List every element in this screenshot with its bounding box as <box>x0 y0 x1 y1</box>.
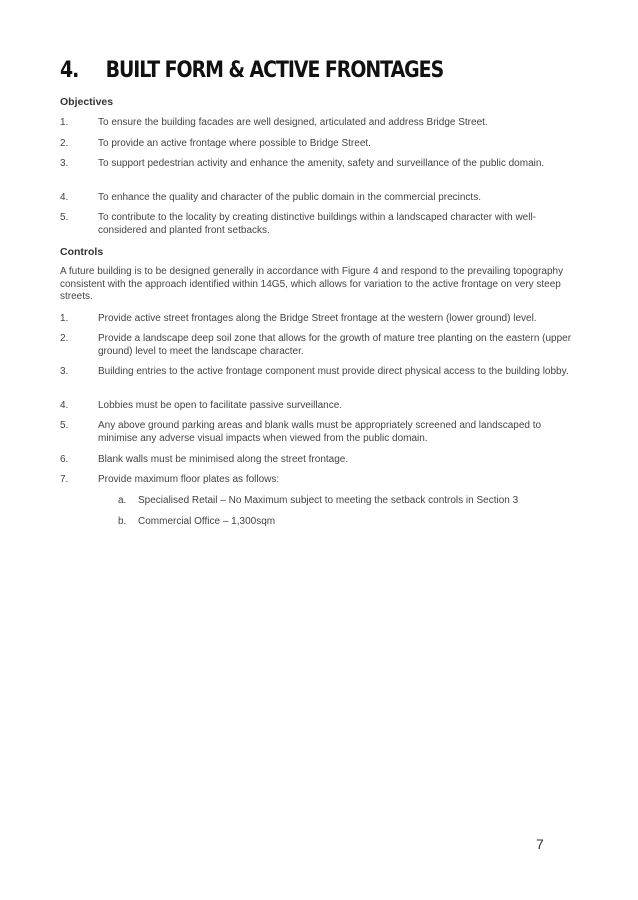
objective-number: 3. <box>60 158 69 169</box>
control-item <box>60 400 580 413</box>
objective-text: To ensure the building facades are well designed, articulated and address Bridge Street. <box>98 117 488 128</box>
objective-text: To provide an active frontage where possible to Bridge Street. <box>98 138 371 149</box>
section-title: BUILT FORM & ACTIVE FRONTAGES <box>105 58 444 83</box>
subitem-text: Specialised Retail – No Maximum subject to meeting the setback controls in Section 3 <box>138 495 519 506</box>
control-item <box>60 313 580 326</box>
floor-plate-subitem <box>118 516 578 529</box>
objective-text: To contribute to the locality by creating distinctive buildings within a landscaped character with well-considered and planted front setbacks. <box>98 212 537 236</box>
control-number: 7. <box>60 474 69 485</box>
objective-item <box>60 117 580 130</box>
section-heading <box>60 58 443 83</box>
control-item <box>60 333 580 358</box>
control-text: Lobbies must be open to facilitate passive surveillance. <box>98 400 343 411</box>
objective-item <box>60 192 580 205</box>
controls-intro: A future building is to be designed generally in accordance with Figure 4 and respond to the prevailing topography consistent with the approach identified within 14G5, which allows for variation to the active frontage on very steep streets. <box>60 266 564 302</box>
objective-item <box>60 138 580 151</box>
control-text: Provide active street frontages along the Bridge Street frontage at the western (lower ground) level. <box>98 313 537 324</box>
control-text: Blank walls must be minimised along the street frontage. <box>98 454 349 465</box>
objective-item <box>60 212 580 237</box>
control-text: Any above ground parking areas and blank walls must be appropriately screened and landscaped to minimise any adverse visual impacts when viewed from the public domain. <box>98 420 542 444</box>
objective-item <box>60 158 580 171</box>
control-number: 1. <box>60 313 69 324</box>
controls-heading: Controls <box>60 246 104 258</box>
control-number: 2. <box>60 333 69 344</box>
objective-number: 1. <box>60 117 69 128</box>
control-item <box>60 366 580 379</box>
control-item <box>60 454 580 467</box>
section-number: 4. <box>60 58 79 83</box>
floor-plate-subitem <box>118 495 578 508</box>
control-item <box>60 420 580 445</box>
control-number: 6. <box>60 454 69 465</box>
control-item <box>60 474 580 487</box>
subitem-text: Commercial Office – 1,300sqm <box>138 516 276 527</box>
control-number: 4. <box>60 400 69 411</box>
objective-number: 2. <box>60 138 69 149</box>
control-text: Building entries to the active frontage component must provide direct physical access to the building lobby. <box>98 366 569 377</box>
objective-number: 5. <box>60 212 69 223</box>
subitem-letter: a. <box>118 495 127 506</box>
control-text: Provide a landscape deep soil zone that allows for the growth of mature tree planting on the eastern (upper ground) level to meet the landscape character. <box>98 333 572 357</box>
objective-text: To support pedestrian activity and enhance the amenity, safety and surveillance of the public domain. <box>98 158 545 169</box>
control-number: 3. <box>60 366 69 377</box>
objective-number: 4. <box>60 192 69 203</box>
page-number: 7 <box>536 836 544 852</box>
objective-text: To enhance the quality and character of the public domain in the commercial precincts. <box>98 192 481 203</box>
objectives-heading: Objectives <box>60 96 114 108</box>
subitem-letter: b. <box>118 516 127 527</box>
control-text: Provide maximum floor plates as follows: <box>98 474 280 485</box>
control-number: 5. <box>60 420 69 431</box>
